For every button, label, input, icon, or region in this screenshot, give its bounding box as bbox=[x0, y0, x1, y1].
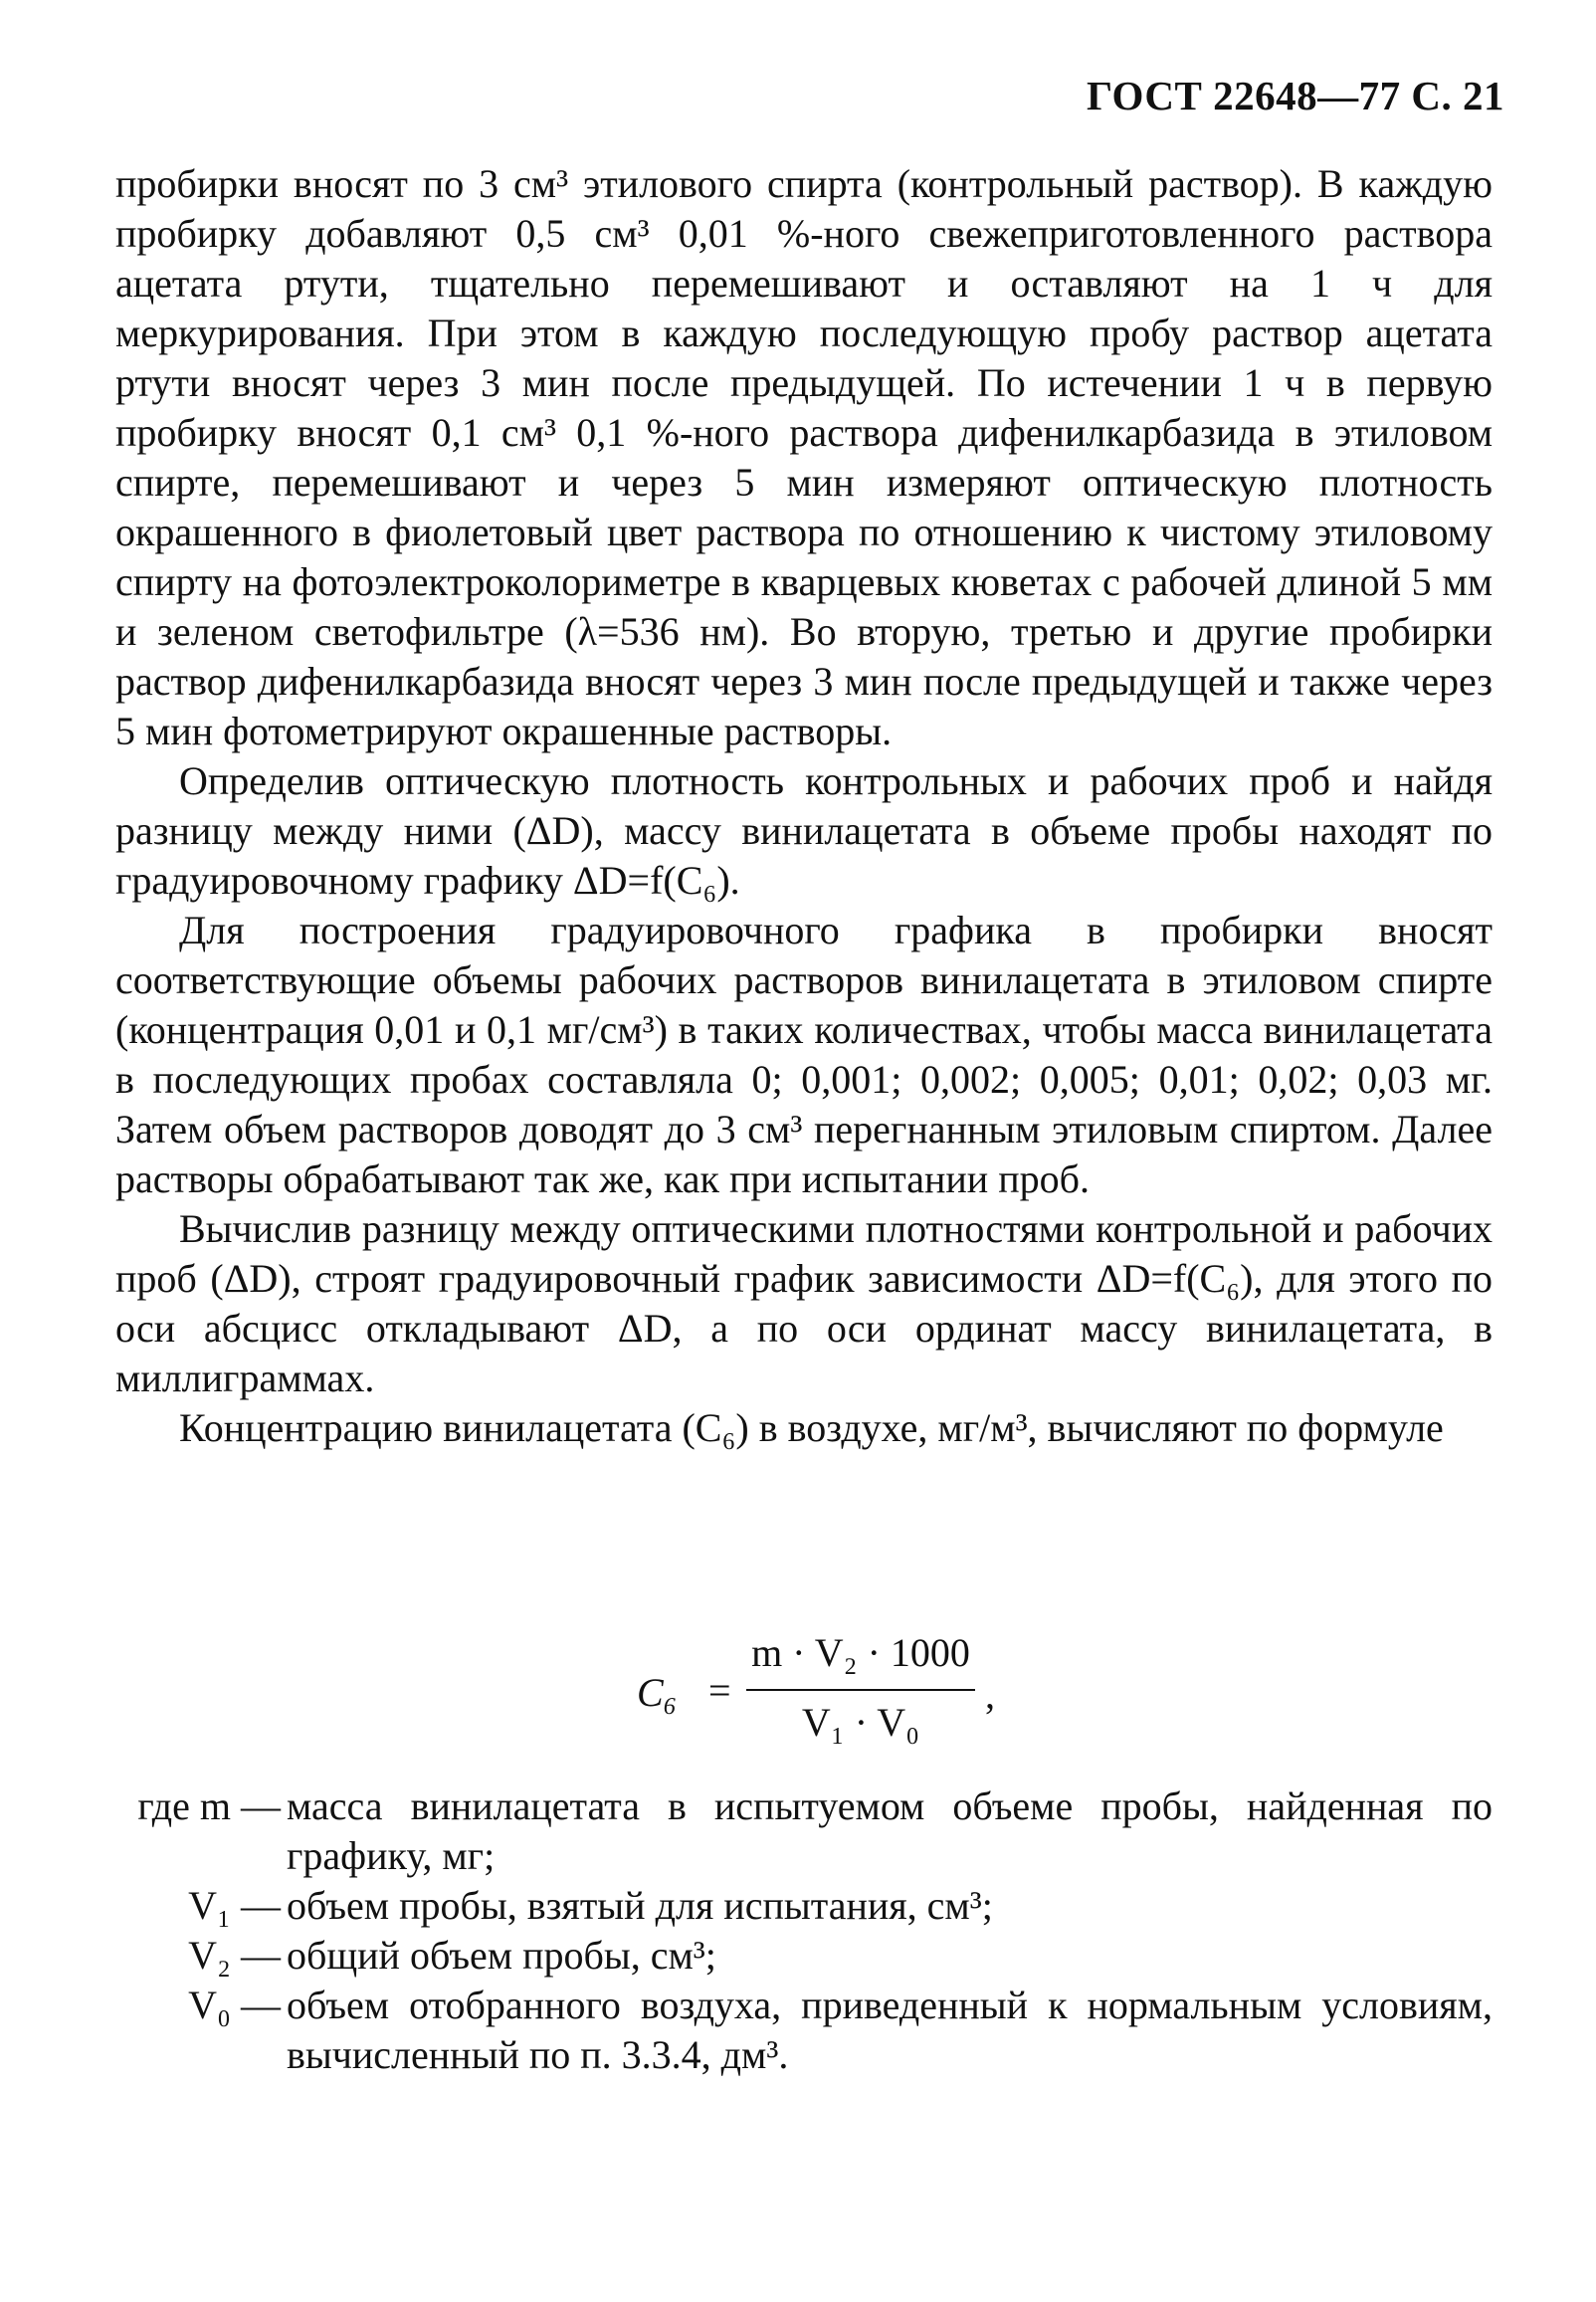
concentration-formula bbox=[637, 1627, 1075, 1757]
definition-term: где m — bbox=[137, 1783, 281, 1828]
page-header: ГОСТ 22648—77 С. 21 bbox=[1086, 73, 1504, 118]
definition-term: V₂ — bbox=[188, 1933, 281, 1978]
paragraph: Вычислив разницу между оптическими плотностями контрольной и рабочих проб (ΔD), строят градуировочный график зависимости ΔD=f(C₆), для этого по оси абсцисс откладывают ΔD, а по оси ординат массу винилацетата, в миллиграммах. bbox=[115, 1206, 1493, 1400]
paragraph: пробирки вносят по 3 см³ этилового спирта (контрольный раствор). В каждую пробирку добавляют 0,5 см³ 0,01 %-ного свежеприготовленного раствора ацетата ртути, тщательно перемешивают и оставляют на 1 ч для меркурирования. При этом в каждую последующую пробу раствор ацетата ртути вносят через 3 мин после предыдущей. По истечении 1 ч в первую пробирку вносят 0,1 см³ 0,1 %-ного раствора дифенилкарбазида в этиловом спирте, перемешивают и через 5 мин измеряют оптическую плотность окрашенного в фиолетовый цвет раствора по отношению к чистому этиловому спирту на фотоэлектроколориметре в кварцевых кюветах с рабочей длиной 5 мм и зеленом светофильтре (λ=536 нм). Во вторую, третью и другие пробирки раствор дифенилкарбазида вносят через 3 мин после предыдущей и также через 5 мин фотометрируют окрашенные растворы. bbox=[115, 161, 1493, 753]
definition-term: V₁ — bbox=[188, 1883, 281, 1928]
definition-term: V₀ — bbox=[188, 1983, 281, 2027]
definition-text: масса винилацетата в испытуемом объеме пробы, найденная по графику, мг; bbox=[287, 1783, 1493, 1878]
definition-row bbox=[115, 1881, 1493, 1931]
formula-denominator: V₁ · V₀ bbox=[801, 1700, 920, 1745]
definition-row bbox=[115, 1981, 1493, 2080]
definition-row bbox=[115, 1931, 1493, 1981]
paragraph: Для построения градуировочного графика в пробирки вносят соответствующие объемы рабочих растворов винилацетата в этиловом спирте (концентрация 0,01 и 0,1 мг/см³) в таких количествах, чтобы масса винилацетата в последующих пробах составляла 0; 0,001; 0,002; 0,005; 0,01; 0,02; 0,03 мг. Затем объем растворов доводят до 3 см³ перегнанным этиловым спиртом. Далее растворы обрабатывают так же, как при испытании проб. bbox=[115, 908, 1493, 1201]
formula-lhs: C₆ bbox=[637, 1670, 678, 1715]
definition-row bbox=[115, 1781, 1493, 1881]
formula-numerator: m · V₂ · 1000 bbox=[751, 1630, 970, 1675]
formula-equals: = bbox=[708, 1668, 731, 1713]
definition-text: объем пробы, взятый для испытания, см³; bbox=[287, 1883, 993, 1928]
body-text bbox=[115, 159, 1493, 1453]
formula-comma: , bbox=[985, 1672, 995, 1717]
fraction-bar bbox=[746, 1689, 975, 1691]
definition-text: общий объем пробы, см³; bbox=[287, 1933, 716, 1978]
definition-text: объем отобранного воздуха, приведенный к нормальным условиям, вычисленный по п. 3.3.4, дм³. bbox=[287, 1983, 1493, 2077]
paragraph: Концентрацию винилацетата (C₆) в воздухе, мг/м³, вычисляют по формуле bbox=[179, 1405, 1444, 1450]
paragraph: Определив оптическую плотность контрольных и рабочих проб и найдя разницу между ними (ΔD), массу винилацетата в объеме пробы находят по градуировочному графику ΔD=f(C₆). bbox=[115, 758, 1493, 903]
variable-definitions bbox=[115, 1781, 1493, 2080]
